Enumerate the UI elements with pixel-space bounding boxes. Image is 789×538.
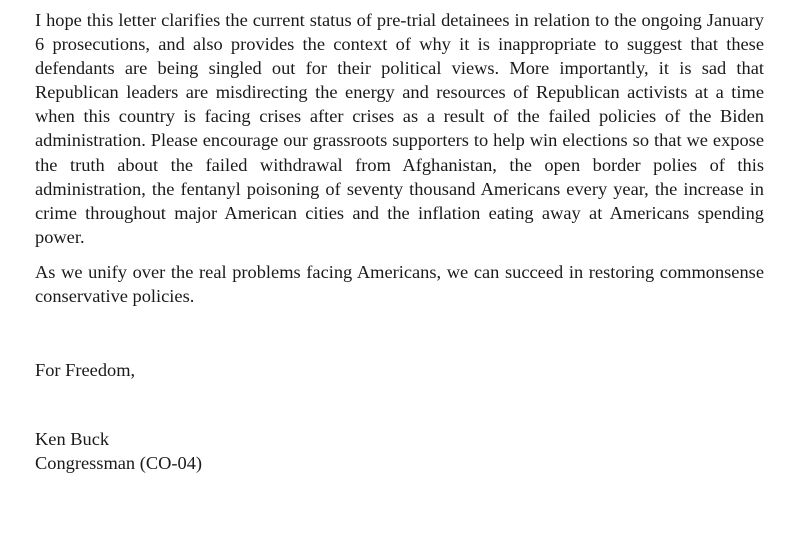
signer-title: Congressman (CO-04) <box>35 453 203 474</box>
letter-body <box>35 8 764 475</box>
signer-name: Ken Buck <box>35 429 110 450</box>
letter-closing: For Freedom, <box>35 360 136 381</box>
signature-block <box>35 427 764 475</box>
letter-paragraph-2: As we unify over the real problems facing Americans, we can succeed in restoring commonsense conservative policies. <box>35 261 764 307</box>
letter-paragraph-1: I hope this letter clarifies the current status of pre-trial detainees in relation to the ongoing January 6 prosecutions, and also provides the context of why it is inappropriate to suggest that these defendants are being singled out for their political views. More importantly, it is sad that Republican leaders are misdirecting the energy and resources of Republican activists at a time when this country is facing crises after crises as a result of the failed policies of the Biden administration. Please encourage our grassroots supporters to help win elections so that we expose the truth about the failed withdrawal from Afghanistan, the open border polies of this administration, the fentanyl poisoning of seventy thousand Americans every year, the increase in crime throughout major American cities and the inflation eating away at Americans spending power. <box>35 10 764 247</box>
